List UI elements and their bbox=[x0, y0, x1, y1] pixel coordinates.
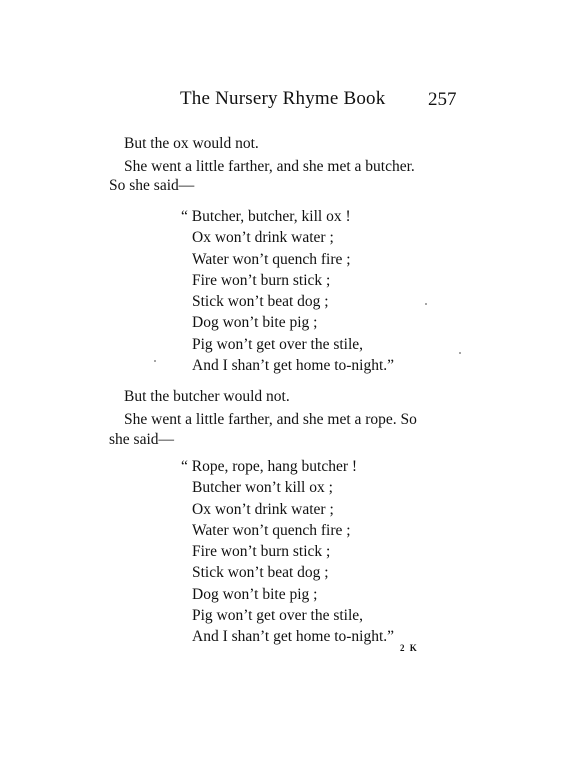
prose-line: So she said— bbox=[109, 177, 195, 194]
verse-stanza-rope bbox=[181, 456, 394, 648]
paper-speck bbox=[154, 360, 156, 362]
verse-line: Fire won’t burn stick ; bbox=[192, 543, 331, 561]
signature-mark: 2 K bbox=[400, 643, 419, 653]
verse-line: Stick won’t beat dog ; bbox=[192, 564, 329, 582]
verse-stanza-butcher bbox=[181, 206, 394, 376]
verse-line: “ Rope, rope, hang butcher ! bbox=[181, 458, 358, 475]
verse-line: Ox won’t drink water ; bbox=[192, 500, 334, 518]
verse-line: Fire won’t burn stick ; bbox=[192, 271, 331, 289]
verse-line: Butcher won’t kill ox ; bbox=[192, 479, 333, 497]
prose-line: she said— bbox=[109, 431, 175, 448]
verse-line: Dog won’t bite pig ; bbox=[192, 314, 318, 332]
verse-line: And I shan’t get home to-night.” bbox=[192, 628, 395, 646]
verse-line: Water won’t quench fire ; bbox=[192, 521, 351, 539]
verse-line: Water won’t quench fire ; bbox=[192, 250, 351, 268]
running-title: The Nursery Rhyme Book bbox=[180, 88, 386, 109]
verse-line: Stick won’t beat dog ; bbox=[192, 293, 329, 311]
prose-line: She went a little farther, and she met a rope. So bbox=[124, 411, 417, 428]
verse-line: Ox won’t drink water ; bbox=[192, 229, 334, 247]
page-number: 257 bbox=[428, 89, 457, 110]
verse-line: Pig won’t get over the stile, bbox=[192, 607, 364, 625]
verse-line: Pig won’t get over the stile, bbox=[192, 335, 364, 353]
verse-line: Dog won’t bite pig ; bbox=[192, 585, 318, 603]
prose-line: But the butcher would not. bbox=[124, 388, 290, 405]
prose-line: She went a little farther, and she met a butcher. bbox=[124, 158, 415, 175]
paper-speck bbox=[459, 352, 461, 354]
prose-line: But the ox would not. bbox=[124, 135, 259, 152]
verse-line: “ Butcher, butcher, kill ox ! bbox=[181, 208, 351, 225]
verse-line: And I shan’t get home to-night.” bbox=[192, 357, 395, 375]
paper-speck bbox=[425, 303, 427, 305]
